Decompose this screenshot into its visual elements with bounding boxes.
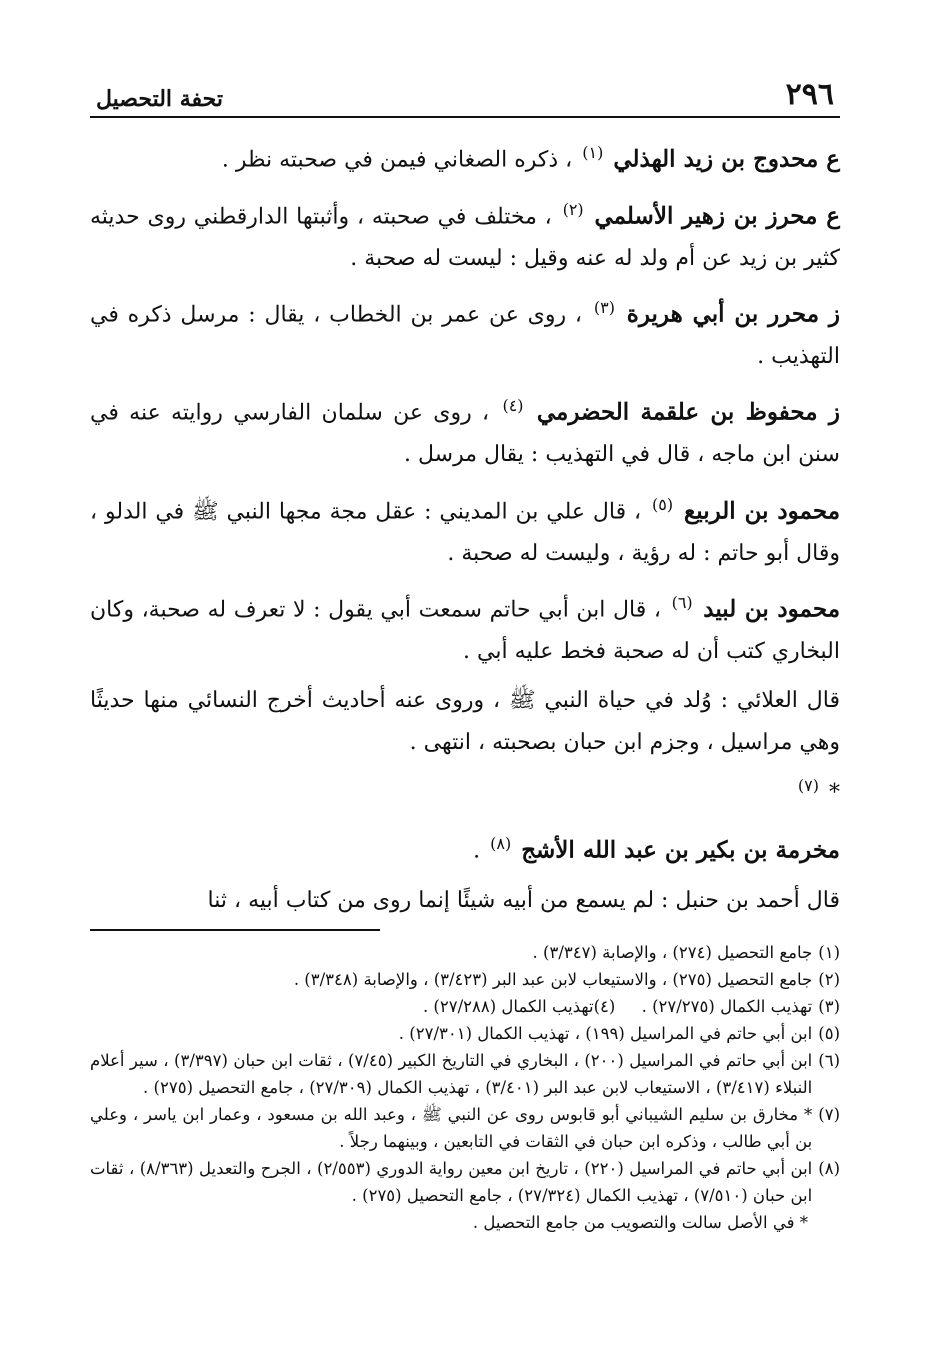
footnote-text: * مخارق بن سليم الشيباني أبو قابوس روى عن النبي ﷺ ، وعبد الله بن مسعود ، وعمار ابن ياسر ، وعلي بن أبي طالب ، وذكره ابن حبان في الثقات في التابعين ، وبينهما رجلاً . — [90, 1105, 813, 1152]
footnote-number: (٥) — [818, 1024, 840, 1044]
entry-text: ، روى عن سلمان الفارسي روايته عنه في سنن ابن ماجه ، قال في التهذيب : يقال مرسل . — [90, 400, 840, 468]
entry-mahmud-rabi — [90, 484, 840, 574]
footnote-text: ابن أبي حاتم في المراسيل (٢٠٠) ، البخاري في التاريخ الكبير (٧/٤٥) ، ثقات ابن حبان (٣/٣٩٧) ، سير أعلام النبلاء (٣/٤١٧) ، الاستيعاب لابن عبد البر (٣/٤٠١) ، تهذيب الكمال (٢٧/٣٠٩) ، جامع التحصيل (٢٧٥) . — [90, 1051, 813, 1098]
footnote-marker: (٦) — [671, 593, 693, 613]
footnote-marker: (٢) — [562, 199, 584, 219]
entry-star — [90, 771, 840, 808]
footnote-marker: (٥) — [652, 494, 674, 514]
footnote-number: (٦) — [818, 1051, 840, 1071]
entry-mahduj — [90, 132, 840, 181]
entry-text: ، مختلف في صحبته ، وأثبتها الدارقطني روى حديثه كثير بن زيد عن أم ولد له عنه وقيل : ليست له صحبة . — [90, 204, 840, 271]
footnote-number: (٧) — [818, 1105, 840, 1125]
footnote-number: (١) — [818, 943, 840, 963]
footnote-number: (٣) — [818, 997, 840, 1017]
entry-name: ز محرر بن أبي هريرة — [626, 300, 841, 328]
footnote-text: ابن أبي حاتم في المراسيل (٢٢٠) ، تاريخ ابن معين رواية الدوري (٢/٥٥٣) ، الجرح والتعديل (٨/٣٦٣) ، ثقات ابن حبان (٧/٥١٠) ، تهذيب الكمال (٢٧/٣٢٤) ، جامع التحصيل (٢٧٥) . — [90, 1159, 813, 1206]
star-marker: * — [829, 780, 840, 806]
footnote-divider — [90, 929, 380, 931]
entry-text: قال أحمد بن حنبل : لم يسمع من أبيه شيئًا إنما روى من كتاب أبيه ، ثنا — [207, 887, 840, 913]
footnote-8 — [90, 1155, 840, 1209]
running-title: تحفة التحصيل — [96, 86, 223, 112]
entry-name: مخرمة بن بكير بن عبد الله الأشج — [521, 836, 840, 864]
entry-name: محمود بن لبيد — [703, 595, 841, 623]
footnote-marker: (٤) — [502, 396, 524, 416]
entry-text: ، قال ابن أبي حاتم سمعت أبي يقول : لا تعرف له صحبة، وكان البخاري كتب أن له صحبة فخط عليه أبي . — [90, 597, 840, 664]
page-number: ٢٩٦ — [785, 77, 834, 112]
footnote-marker: (٨) — [490, 833, 512, 853]
footnote-marker: (٧) — [797, 776, 819, 796]
footnote-star-note — [90, 1209, 840, 1236]
entry-text: . — [473, 838, 481, 864]
footnote-text: جامع التحصيل (٢٧٤) ، والإصابة (٣/٣٤٧) . — [532, 943, 813, 963]
entry-name: ع محدوج بن زيد الهذلي — [613, 145, 840, 173]
footnote-text: جامع التحصيل (٢٧٥) ، والاستيعاب لابن عبد البر (٣/٤٢٣) ، والإصابة (٣/٣٤٨) . — [293, 970, 813, 990]
footnote-2 — [90, 966, 840, 993]
entry-name: ز محفوظ بن علقمة الحضرمي — [536, 398, 840, 426]
footnote-6 — [90, 1047, 840, 1101]
entry-alai-note — [90, 680, 840, 763]
footnote-3-4 — [90, 993, 840, 1020]
entry-text: قال العلائي : وُلد في حياة النبي ﷺ ، وروى عنه أحاديث أخرج النسائي منها حديثًا وهي مراسيل ، وجزم ابن حبان بصحبته ، انتهى . — [90, 688, 840, 755]
footnote-1 — [90, 939, 840, 966]
entry-ahmad-note — [90, 880, 840, 922]
footnote-text: تهذيب الكمال (٢٧/٢٧٥) . (٤)تهذيب الكمال (٢٧/٢٨٨) . — [422, 997, 813, 1017]
entry-mahmud-labid — [90, 582, 840, 672]
footnote-text: ابن أبي حاتم في المراسيل (١٩٩) ، تهذيب الكمال (٢٧/٣٠١) . — [398, 1024, 813, 1044]
footnote-marker: (٣) — [593, 298, 615, 318]
entry-muharrir — [90, 287, 840, 377]
main-text — [90, 132, 840, 921]
entry-text: ، ذكره الصغاني فيمن في صحبته نظر . — [221, 147, 573, 173]
footnote-text: * في الأصل سالت والتصويب من جامع التحصيل . — [472, 1213, 808, 1233]
entry-name: ع محرز بن زهير الأسلمي — [594, 202, 840, 230]
footnote-marker: (١) — [582, 143, 604, 162]
entry-muhriz — [90, 189, 840, 279]
footnotes — [90, 939, 840, 1236]
footnote-5 — [90, 1020, 840, 1047]
page-header — [90, 68, 840, 118]
entry-text: ، قال علي بن المديني : عقل مجة مجها النبي ﷺ في الدلو ، وقال أبو حاتم : له رؤية ، وليست له صحبة . — [90, 499, 840, 566]
footnote-number: (٨) — [818, 1159, 840, 1179]
entry-name: محمود بن الربيع — [684, 497, 841, 525]
footnote-7 — [90, 1101, 840, 1155]
entry-mahfuz — [90, 385, 840, 475]
entry-text: ، روى عن عمر بن الخطاب ، يقال : مرسل ذكره في التهذيب . — [90, 302, 840, 369]
entry-makhrama — [90, 823, 840, 872]
footnote-number: (٢) — [818, 970, 840, 990]
